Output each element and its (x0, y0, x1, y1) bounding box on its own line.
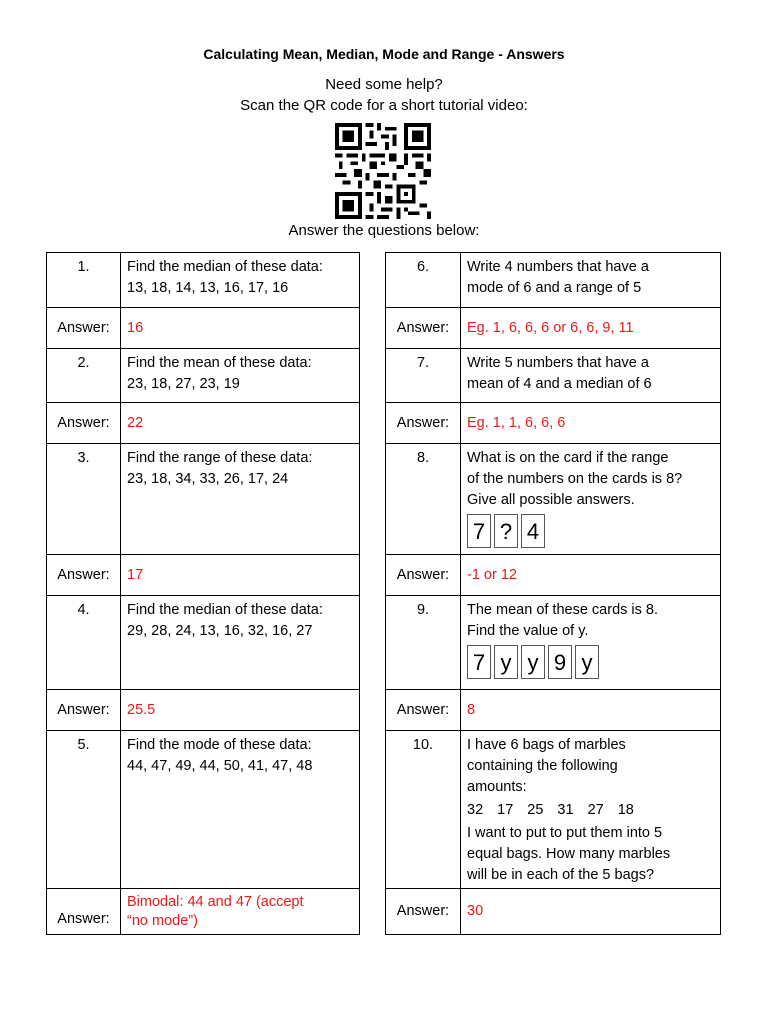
answer-label: Answer: (386, 889, 461, 935)
question-text (121, 444, 360, 555)
answer-value: 25.5 (121, 690, 360, 731)
question-line: of the numbers on the cards is 8? (467, 471, 683, 487)
question-number: 9. (386, 596, 461, 690)
marble-count: 31 (557, 802, 574, 818)
answer-label: Answer: (386, 403, 461, 444)
question-text (461, 731, 721, 889)
question-line: will be in each of the 5 bags? (467, 867, 655, 883)
answer-label: Answer: (47, 308, 121, 349)
answer-label: Answer: (47, 889, 121, 935)
answer-label: Answer: (386, 308, 461, 349)
answer-row (47, 308, 360, 349)
question-row (386, 444, 721, 555)
answer-value: 16 (121, 308, 360, 349)
question-text (461, 596, 721, 690)
question-line: Find the mean of these data: (127, 355, 312, 371)
answer-value: -1 or 12 (461, 555, 721, 596)
question-text (461, 349, 721, 403)
marble-count: 18 (617, 802, 634, 818)
answer-row (386, 889, 721, 935)
question-row (386, 596, 721, 690)
number-card: 7 (467, 514, 491, 548)
question-data: 44, 47, 49, 44, 50, 41, 47, 48 (127, 758, 313, 774)
question-line: Write 4 numbers that have a (467, 259, 649, 275)
question-text (461, 444, 721, 555)
answer-row (47, 690, 360, 731)
question-number: 8. (386, 444, 461, 555)
answer-label: Answer: (386, 555, 461, 596)
answer-value: Eg. 1, 1, 6, 6, 6 (461, 403, 721, 444)
page-title: Calculating Mean, Median, Mode and Range - Answers (203, 46, 565, 62)
question-text (121, 731, 360, 889)
question-row (47, 253, 360, 308)
question-number: 7. (386, 349, 461, 403)
number-card: y (575, 645, 599, 679)
question-line: equal bags. How many marbles (467, 846, 671, 862)
question-number: 3. (47, 444, 121, 555)
question-row (47, 349, 360, 403)
question-row (386, 349, 721, 403)
marble-count: 32 (467, 802, 484, 818)
question-line: Find the range of these data: (127, 450, 313, 466)
answer-label: Answer: (386, 690, 461, 731)
marble-amounts (467, 800, 714, 821)
qr-instruction-text: Scan the QR code for a short tutorial video: (240, 97, 528, 114)
right-question-table (385, 252, 721, 935)
question-text (461, 253, 721, 308)
question-number: 1. (47, 253, 121, 308)
answer-row (386, 308, 721, 349)
question-line: The mean of these cards is 8. (467, 602, 659, 618)
question-line: Find the median of these data: (127, 602, 323, 618)
question-text (121, 349, 360, 403)
marble-count: 17 (497, 802, 514, 818)
marble-count: 25 (527, 802, 544, 818)
answer-value: 22 (121, 403, 360, 444)
question-line: What is on the card if the range (467, 450, 669, 466)
question-line: Find the value of y. (467, 623, 589, 639)
help-text: Need some help? (325, 76, 443, 93)
question-line: Write 5 numbers that have a (467, 355, 649, 371)
question-row (47, 731, 360, 889)
question-line: I want to put to put them into 5 (467, 825, 663, 841)
answer-line: “no mode”) (127, 912, 198, 929)
question-text (121, 596, 360, 690)
answer-value: 8 (461, 690, 721, 731)
qr-code-icon[interactable] (335, 123, 431, 219)
answer-label: Answer: (47, 690, 121, 731)
number-cards (467, 645, 714, 679)
marble-count: 27 (587, 802, 604, 818)
question-data: 23, 18, 34, 33, 26, 17, 24 (127, 471, 289, 487)
question-number: 4. (47, 596, 121, 690)
question-row (47, 444, 360, 555)
answer-row (47, 555, 360, 596)
question-line: Find the mode of these data: (127, 737, 312, 753)
left-question-table (46, 252, 360, 935)
answer-label: Answer: (47, 555, 121, 596)
answer-row (386, 555, 721, 596)
question-line: I have 6 bags of marbles (467, 737, 626, 753)
instructions: Answer the questions below: (288, 222, 480, 239)
answer-value (121, 889, 360, 935)
question-number: 6. (386, 253, 461, 308)
question-text (121, 253, 360, 308)
question-line: Find the median of these data: (127, 259, 323, 275)
question-line: Give all possible answers. (467, 492, 635, 508)
number-cards (467, 514, 714, 548)
answer-line: Bimodal: 44 and 47 (accept (127, 893, 304, 910)
number-card: y (521, 645, 545, 679)
answer-row (47, 403, 360, 444)
answer-value: Eg. 1, 6, 6, 6 or 6, 6, 9, 11 (461, 308, 721, 349)
answer-row (47, 889, 360, 935)
answer-row (386, 403, 721, 444)
answer-label: Answer: (47, 403, 121, 444)
answer-value: 17 (121, 555, 360, 596)
question-number: 5. (47, 731, 121, 889)
answer-value: 30 (461, 889, 721, 935)
number-card: 7 (467, 645, 491, 679)
number-card: ? (494, 514, 518, 548)
question-line: containing the following (467, 758, 618, 774)
question-line: amounts: (467, 779, 527, 795)
question-data: 29, 28, 24, 13, 16, 32, 16, 27 (127, 623, 313, 639)
question-number: 2. (47, 349, 121, 403)
number-card: 9 (548, 645, 572, 679)
question-row (47, 596, 360, 690)
number-card: 4 (521, 514, 545, 548)
question-line: mean of 4 and a median of 6 (467, 376, 652, 392)
question-row (386, 731, 721, 889)
number-card: y (494, 645, 518, 679)
question-line: mode of 6 and a range of 5 (467, 280, 642, 296)
question-number: 10. (386, 731, 461, 889)
answer-row (386, 690, 721, 731)
question-data: 23, 18, 27, 23, 19 (127, 376, 240, 392)
question-row (386, 253, 721, 308)
question-data: 13, 18, 14, 13, 16, 17, 16 (127, 280, 289, 296)
